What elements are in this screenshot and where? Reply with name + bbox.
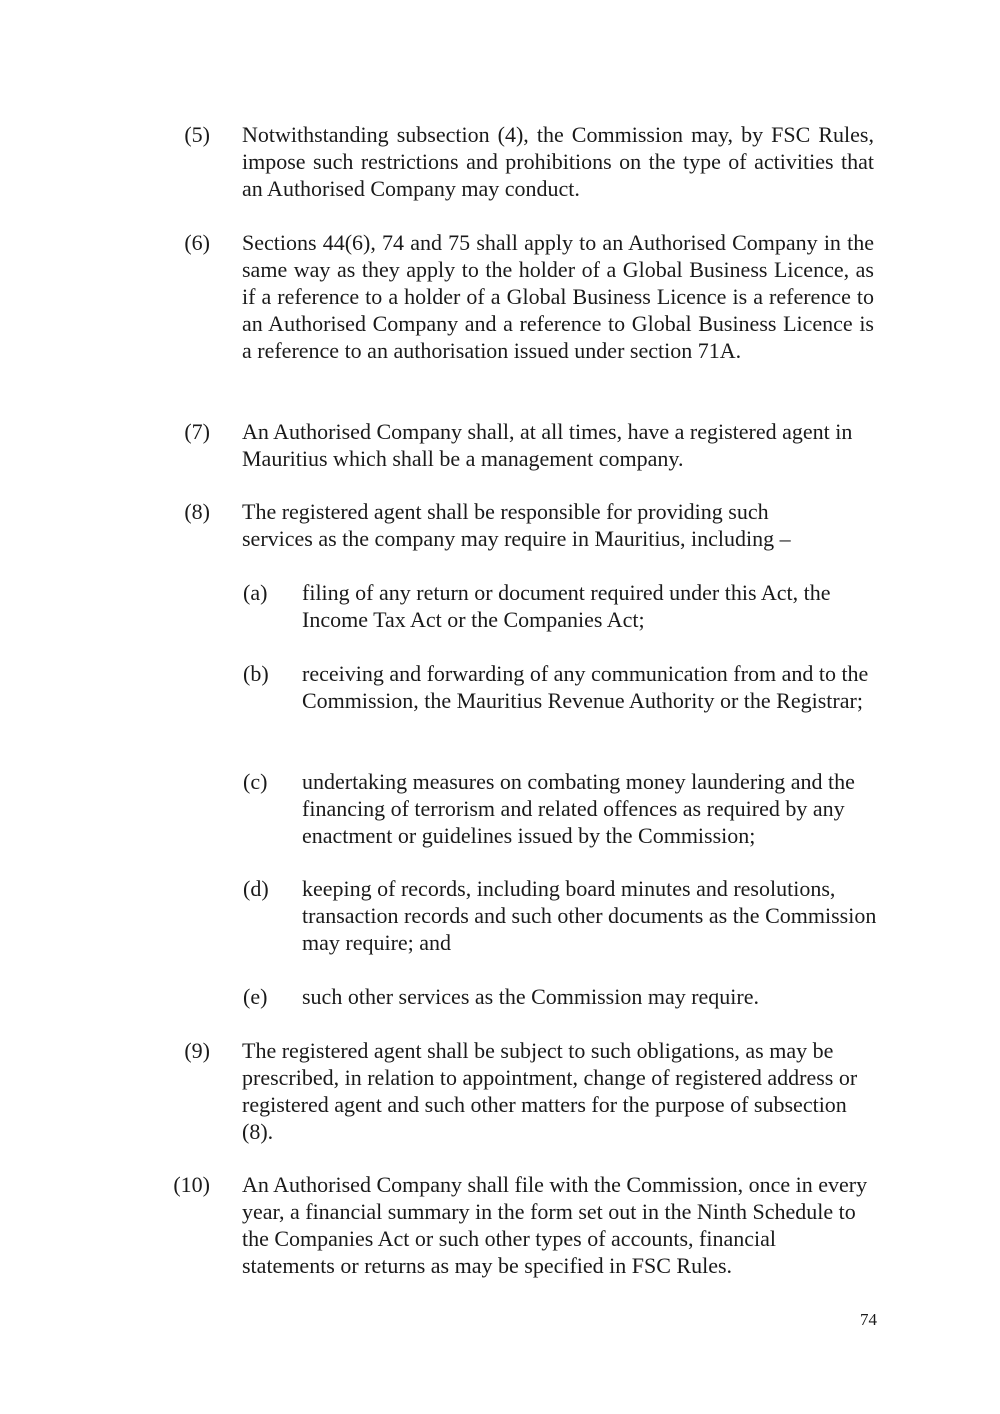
subsection-text: The registered agent shall be responsible for providing such services as the company may require in Mauritius, including – [242, 499, 791, 551]
subsection-number: (6) [184, 230, 210, 255]
subsection-number: (8) [184, 499, 210, 524]
subsection-text: Notwithstanding subsection (4), the Commission may, by FSC Rules, impose such restrictions and prohibitions on the type of activities that an Authorised Company may conduct. [242, 122, 874, 201]
subsection-text: Sections 44(6), 74 and 75 shall apply to an Authorised Company in the same way as they apply to the holder of a Global Business Licence, as if a reference to a holder of a Global Business Licence is a reference to an Authorised Company and a reference to Global Business Licence is a reference to an authorisation issued under section 71A. [242, 230, 874, 363]
paragraph-text: receiving and forwarding of any communication from and to the Commission, the Mauritius Revenue Authority or the Registrar; [302, 661, 869, 713]
subsection-number: (7) [184, 419, 210, 444]
subsection-text: An Authorised Company shall, at all times, have a registered agent in Mauritius which shall be a management company. [242, 419, 853, 471]
paragraph-text: keeping of records, including board minutes and resolutions, transaction records and such other documents as the Commission may require; and [302, 876, 877, 955]
subsection-number: (9) [184, 1038, 210, 1063]
subsection-text: The registered agent shall be subject to such obligations, as may be prescribed, in relation to appointment, change of registered address or registered agent and such other matters for the purpose of subsection (8). [242, 1038, 858, 1144]
paragraph-number: (b) [243, 661, 269, 686]
paragraph-number: (e) [243, 984, 268, 1009]
paragraph-text: filing of any return or document required under this Act, the Income Tax Act or the Companies Act; [302, 580, 831, 632]
subsection-number: (10) [173, 1172, 210, 1197]
paragraph-number: (c) [243, 769, 268, 794]
subsection-number: (5) [184, 122, 210, 147]
paragraph-text: undertaking measures on combating money laundering and the financing of terrorism and related offences as required by any enactment or guidelines issued by the Commission; [302, 769, 855, 848]
subsection-text: An Authorised Company shall file with the Commission, once in every year, a financial summary in the form set out in the Ninth Schedule to the Companies Act or such other types of accounts, financial statements or returns as may be specified in FSC Rules. [242, 1172, 868, 1278]
page-number: 74 [860, 1310, 877, 1329]
paragraph-text: such other services as the Commission may require. [302, 984, 760, 1009]
paragraph-number: (d) [243, 876, 269, 901]
paragraph-number: (a) [243, 580, 268, 605]
